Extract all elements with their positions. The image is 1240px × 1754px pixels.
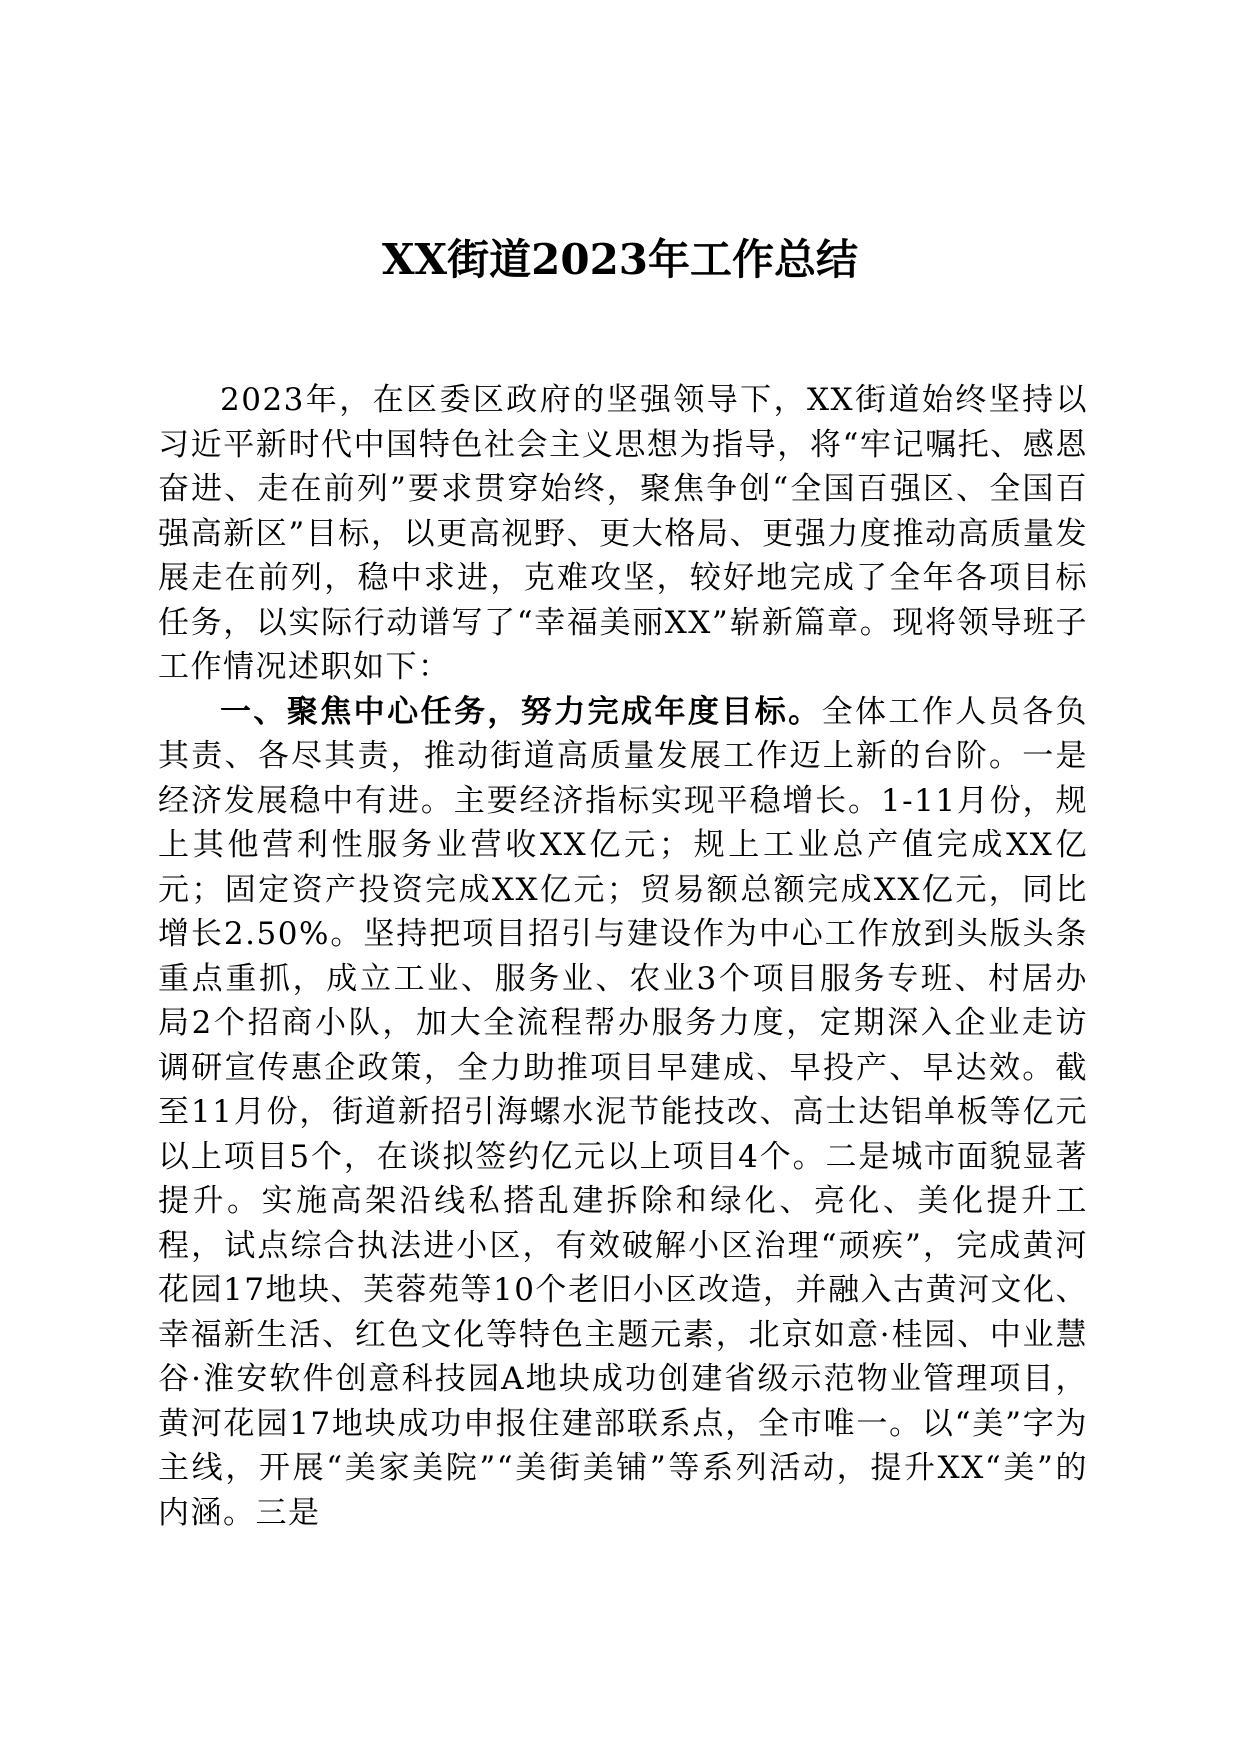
section-1-text: 全体工作人员各负其责、各尽其责，推动街道高质量发展工作迈上新的台阶。一是经济发展稳中有进。主要经济指标实现平稳增长。1-11月份，规上其他营利性服务业营收XX亿元；规上工业总产值完成XX亿元；固定资产投资完成XX亿元；贸易额总额完成XX亿元，同比增长2.50%。坚持把项目招引与建设作为中心工作放到头版头条重点重抓，成立工业、服务业、农业3个项目服务专班、村居办局2个招商小队，加大全流程帮办服务力度，定期深入企业走访调研宣传惠企政策，全力助推项目早建成、早投产、早达效。截至11月份，街道新招引海螺水泥节能技改、高士达铝单板等亿元以上项目5个，在谈拟签约亿元以上项目4个。二是城市面貌显著提升。实施高架沿线私搭乱建拆除和绿化、亮化、美化提升工程，试点综合执法进小区，有效破解小区治理“顽疾”，完成黄河花园17地块、芙蓉苑等10个老旧小区改造，并融入古黄河文化、幸福新生活、红色文化等特色主题元素，北京如意·桂园、中业慧谷·淮安软件创意科技园A地块成功创建省级示范物业管理项目，黄河花园17地块成功申报住建部联系点，全市唯一。以“美”字为主线，开展“美家美院”“美街美铺”等系列活动，提升XX“美”的内涵。三是 xyxy=(158,693,1089,1531)
intro-paragraph: 2023年，在区委区政府的坚强领导下，XX街道始终坚持以习近平新时代中国特色社会主义思想为指导，将“牢记嘱托、感恩奋进、走在前列”要求贯穿始终，聚焦争创“全国百强区、全国百强高新区”目标，以更高视野、更大格局、更强力度推动高质量发展走在前列，稳中求进，克难攻坚，较好地完成了全年各项目标任务，以实际行动谱写了“幸福美丽XX”崭新篇章。现将领导班子工作情况述职如下： xyxy=(158,382,1088,685)
section-1-paragraph xyxy=(158,690,1088,1536)
document-body xyxy=(158,378,1088,1535)
document-title: XX街道2023年工作总结 xyxy=(381,235,859,284)
section-1-heading: 一、聚焦中心任务，努力完成年度目标。 xyxy=(220,693,822,730)
